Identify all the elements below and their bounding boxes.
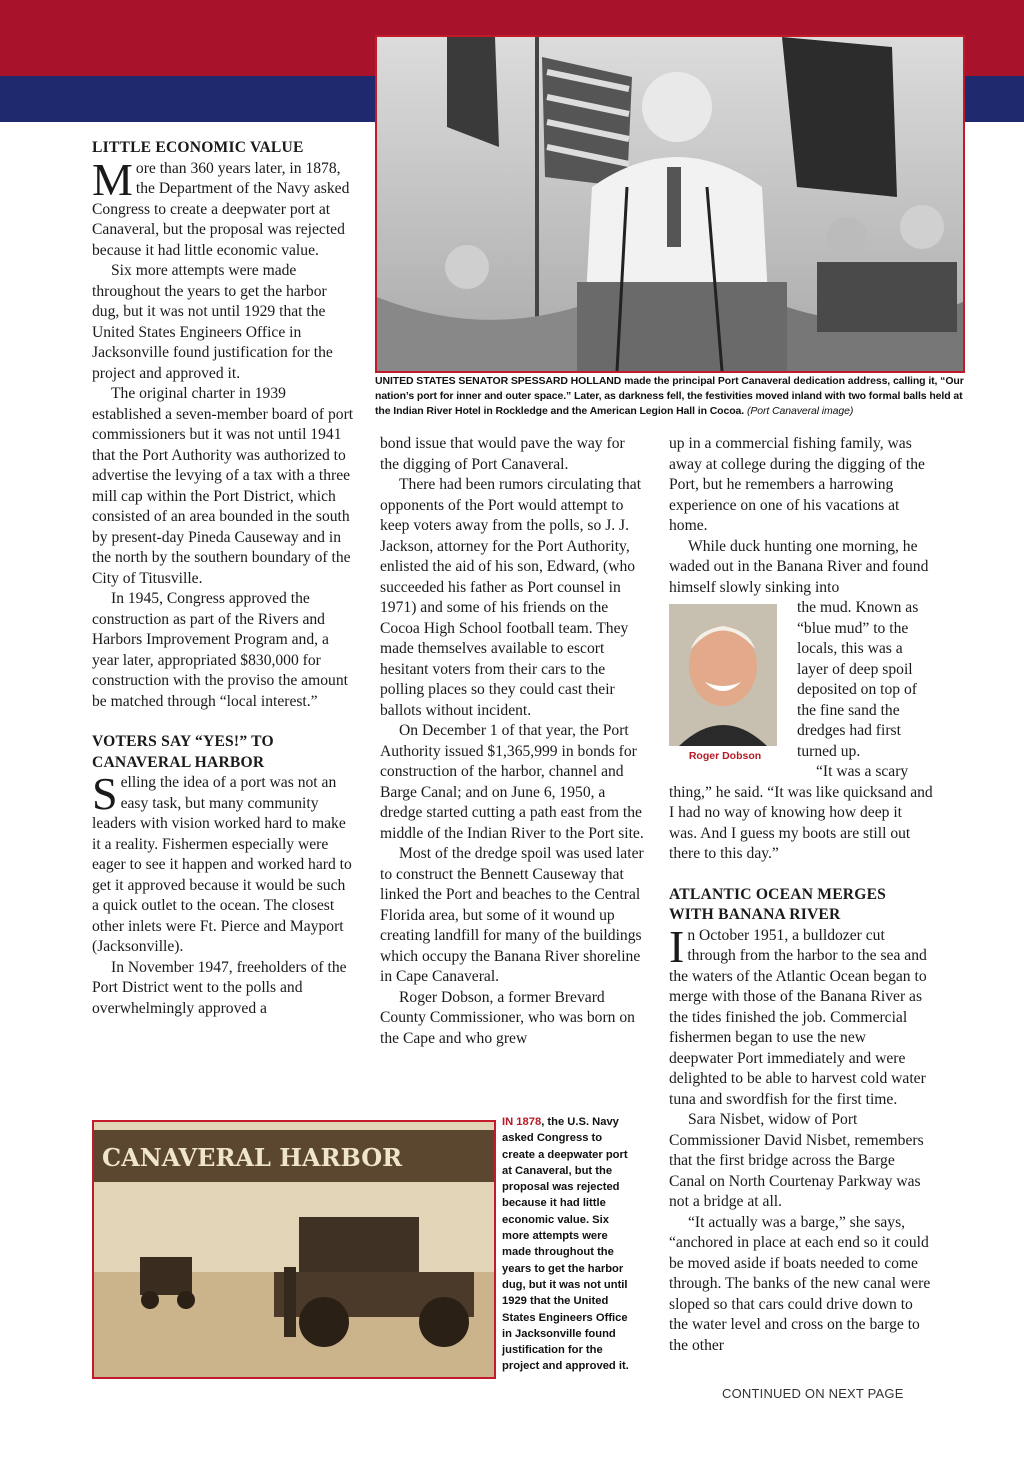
paragraph: bond issue that would pave the way for the digging of Port Canaveral. [380, 435, 625, 473]
paragraph: “It actually was a barge,” she says, “anchored in place at each end so it could be moved aside if boats needed to come through. The banks of the new canal were sloped so that cars could drive down to the water level and cross on the barge to the other [669, 1213, 931, 1354]
dobson-portrait-block [669, 604, 781, 763]
paragraph: Roger Dobson, a former Brevard County Commissioner, who was born on the Cape and who grew [380, 988, 635, 1047]
paragraph: While duck hunting one morning, he waded out in the Banana River and found himself slowly sinking into [669, 537, 929, 596]
caption-credit: (Port Canaveral image) [746, 405, 854, 417]
photo-roger-dobson [669, 604, 777, 746]
paragraph: Selling the idea of a port was not an easy task, but many community leaders with vision worked hard to make it a reality. Fishermen especially were eager to see it happen and worked hard to get it approved because it would be such a quick outlet to the ocean. The closest other inlets were Ft. Pierce and Mayport (Jacksonville). [92, 768, 352, 955]
paragraph: Sara Nisbet, widow of Port Commissioner David Nisbet, remembers that the first bridge across the Barge Canal on North Courtenay Parkway was not a bridge at all. [669, 1111, 924, 1210]
article-column-1 [92, 138, 356, 1019]
drop-cap: S [92, 768, 118, 819]
paragraph: In 1945, Congress approved the construction as part of the Rivers and Harbors Improvement Program and, a year later, appropriated $830,000 for construction with the proviso the amount be matched through “local interest.” [92, 590, 348, 710]
drop-cap: I [669, 920, 685, 972]
paragraph: Six more attempts were made throughout the years to get the harbor dug, but it was not until 1929 that the United States Engineers Office in Jacksonville found justification for the project and approved it. [92, 262, 333, 382]
paragraph: On December 1 of that year, the Port Authority issued $1,365,999 in bonds for construction of the harbor, channel and Barge Canal; and on June 6, 1950, a dredge started cutting a path east from the middle of the Indian River to the Port site. [380, 722, 644, 842]
paragraph: In October 1951, a bulldozer cut through from the harbor to the sea and the waters of the Atlantic Ocean began to merge with those of the Banana River as the tides finished the job. Commercial fishermen began to use the new deepwater Port immediately and were delighted to be able to harvest cold water tuna and swordfish for the first time. [669, 920, 927, 1108]
paragraph: More than 360 years later, in 1878, the Department of the Navy asked Congress to create a deepwater port at Canaveral, but the proposal was rejected because it had little economic value. [92, 153, 350, 259]
photo-caption-dobson: Roger Dobson [688, 750, 762, 762]
paragraph: Most of the dredge spoil was used later to construct the Bennett Causeway that linked the Port and beaches to the Central Florida area, but some of it wound up creating landfill for many of the buildings which occupy the Banana River shoreline in Cape Canaveral. [380, 845, 644, 985]
caption-lead: IN 1878 [502, 1116, 542, 1128]
section-heading: VOTERS SAY “YES!” TO CANAVERAL HARBOR [92, 733, 274, 771]
section-heading: LITTLE ECONOMIC VALUE [92, 139, 304, 156]
article-column-2 [380, 434, 644, 1049]
photo-caption-bottom [502, 1114, 636, 1375]
photo-caption-top [375, 374, 965, 419]
section-heading: ATLANTIC OCEAN MERGES WITH BANANA RIVER [669, 885, 887, 923]
paragraph: “It was a scary thing,” he said. “It was like quicksand and I had no way of knowing how deep it was. And I guess my boots are still out there to this day.” [669, 763, 933, 862]
paragraph: There had been rumors circulating that opponents of the Port would attempt to keep voters away from the polls, so J. J. Jackson, attorney for the Port Authority, enlisted the aid of his son, Edward, (who succeeded his father as Port counsel in 1971) and some of his friends on the Cocoa High School football team. They made themselves available to escort hesitant voters from their cars to the polling places so they could cast their ballots without incident. [380, 476, 642, 719]
caption-text: UNITED STATES SENATOR SPESSARD HOLLAND made the principal Port Canaveral dedication address, calling it, “Our nation’s port for inner and outer space.” Later, as darkness fell, the festivities moved inland with two formal balls held at the Indian River Hotel in Rockledge and the American Legion Hall in Cocoa. [375, 375, 964, 417]
continued-label: CONTINUED ON NEXT PAGE [722, 1386, 904, 1401]
paragraph: up in a commercial fishing family, was away at college during the digging of the Port, but he remembers a harrowing experience on one of his vacations at home. [669, 435, 925, 534]
paragraph-continued: the mud. Known as “blue mud” to the locals, this was a layer of deep spoil deposited on top of the fine sand the dredges had first turned up. [669, 598, 933, 762]
paragraph: In November 1947, freeholders of the Port District went to the polls and overwhelmingly approved a [92, 958, 347, 1017]
paragraph: The original charter in 1939 established a seven-member board of port commissioners but it was not until 1941 that the Port Authority was authorized to advertise the levying of a tax with a three mill cap within the Port District, which consisted of an area bounded in the south by present-day Pineda Causeway and in the north by the southern boundary of the City of Titusville. [92, 385, 354, 587]
drop-cap: M [92, 153, 133, 205]
photo-canaveral-harbor [92, 1120, 496, 1379]
harbor-sign-text: CANAVERAL HARBOR [102, 1143, 403, 1172]
photo-senator-holland [375, 35, 965, 373]
caption-body: , the U.S. Navy asked Congress to create a deepwater port at Canaveral, but the proposal was rejected because it had little economic value. Six more attempts were made throughout the years to get the harbor dug, but it was not until 1929 that the United States Engineers Office in Jacksonville found justification for the project and approved it. [502, 1116, 629, 1373]
article-column-3 [669, 434, 933, 1356]
